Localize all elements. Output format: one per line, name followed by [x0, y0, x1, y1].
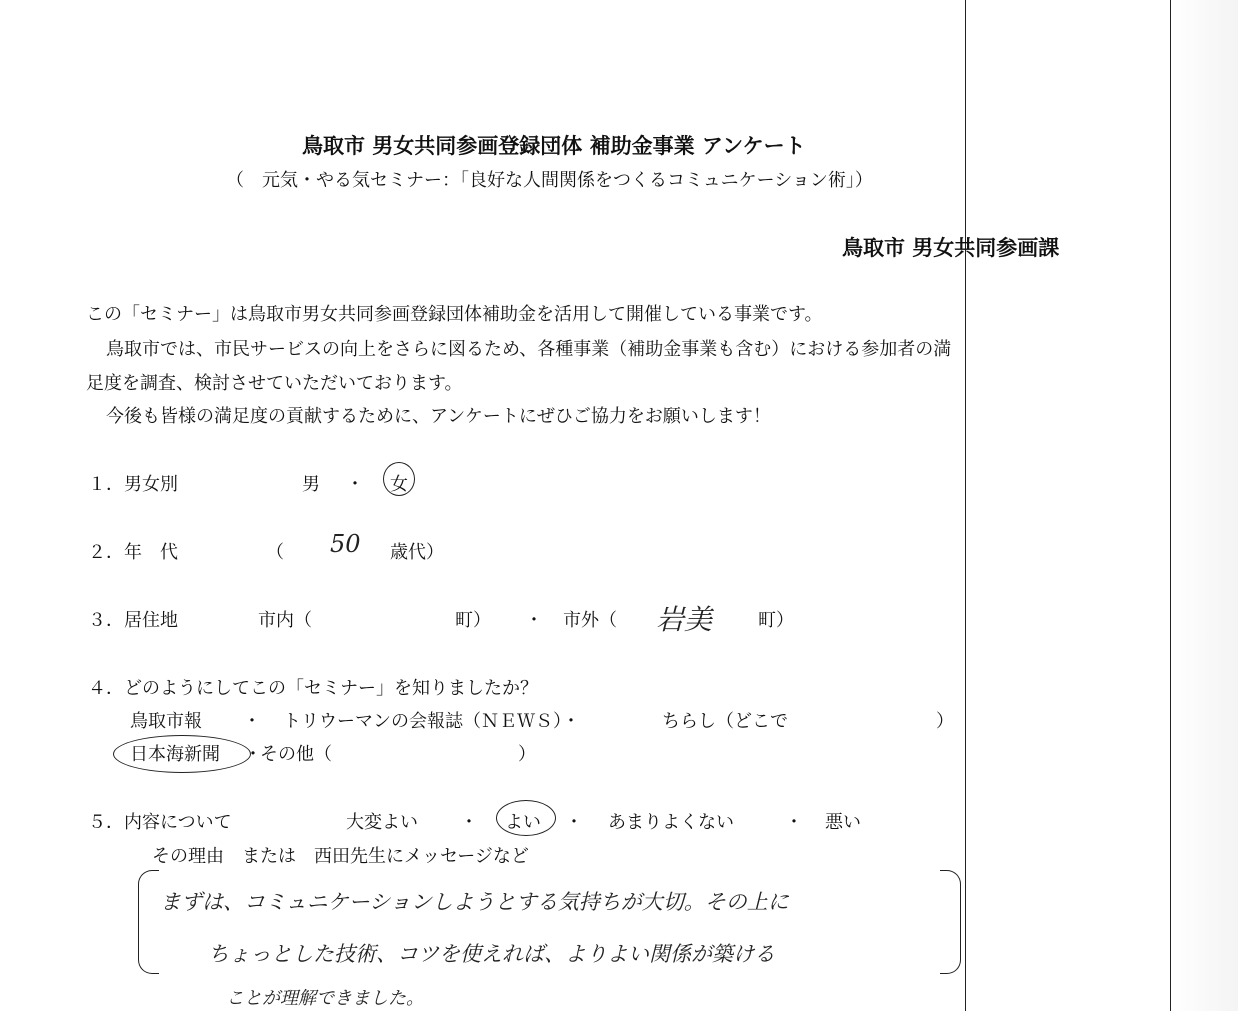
q1-separator: ・ [346, 474, 364, 495]
q4-separator-2: ・ [244, 744, 262, 765]
q1-selection-circle [383, 462, 415, 496]
q4-option-flyer[interactable]: ちらし（どこで [662, 711, 788, 732]
q3-town-in: 町） [455, 610, 491, 631]
intro-line-3: 足度を調査、検討させていただいております。 [86, 373, 463, 394]
intro-line-1: この「セミナー」は鳥取市男女共同参画登録団体補助金を活用して開催している事業です。 [86, 304, 823, 325]
q5-label: ５．内容について [88, 812, 232, 833]
q5-selection-circle [496, 800, 556, 836]
q3-handwritten-town[interactable]: 岩美 [656, 603, 713, 636]
scan-line-left [965, 0, 966, 1011]
q1-option-male[interactable]: 男 [302, 474, 320, 495]
q5-separator-2: ・ [565, 812, 583, 833]
q3-city-out: 市外（ [563, 610, 617, 631]
q5-reason-label: その理由 または 西田先生にメッセージなど [152, 846, 529, 867]
q4-separator-1: ・ [243, 711, 261, 732]
scan-margin [1171, 0, 1238, 1011]
q5-separator-1: ・ [460, 812, 478, 833]
q4-other-close: ） [518, 744, 536, 765]
q1-label: １．男女別 [88, 474, 178, 495]
q4-label: ４．どのようにしてこの「セミナー」を知りましたか？ [88, 678, 538, 699]
q1-option-female[interactable]: 女 [390, 474, 408, 495]
q4-option-newsletter[interactable]: トリウーマンの会報誌（ＮＥＷＳ）・ [283, 711, 580, 732]
survey-subtitle: （ 元気・やる気セミナー：「良好な人間関係をつくるコミュニケーション術」） [226, 170, 873, 191]
q5-option-not-good[interactable]: あまりよくない [608, 812, 734, 833]
q2-unit: 歳代） [390, 542, 444, 563]
q5-handwritten-answer-3[interactable]: ことが理解できました。 [226, 988, 424, 1009]
q3-label: ３．居住地 [88, 610, 178, 631]
q4-option-other[interactable]: その他（ [260, 744, 332, 765]
department-name: 鳥取市 男女共同参画課 [842, 236, 1060, 260]
q5-separator-3: ・ [785, 812, 803, 833]
q4-option-city-bulletin[interactable]: 鳥取市報 [130, 711, 202, 732]
q5-handwritten-answer-2[interactable]: ちょっとした技術、コツを使えれば、よりよい関係が築ける [208, 942, 775, 966]
survey-title: 鳥取市 男女共同参画登録団体 補助金事業 アンケート [302, 134, 806, 158]
q5-handwritten-answer-1[interactable]: まずは、コミュニケーションしようとする気持ちが大切。その上に [160, 890, 789, 914]
q5-option-very-good[interactable]: 大変よい [346, 812, 418, 833]
q2-open-paren: （ [266, 542, 284, 563]
q3-separator: ・ [525, 610, 543, 631]
intro-line-2: 鳥取市では、市民サービスの向上をさらに図るため、各種事業（補助金事業も含む）における参加者の満 [106, 339, 952, 360]
q4-flyer-close: ） [936, 711, 954, 732]
q5-option-good[interactable]: よい [505, 812, 541, 833]
answer-bracket-right [940, 870, 961, 974]
intro-line-4: 今後も皆様の満足度の貢献するために、アンケートにぜひご協力をお願いします！ [106, 406, 771, 427]
q2-label: ２．年 代 [88, 542, 178, 563]
q5-option-bad[interactable]: 悪い [825, 812, 861, 833]
q3-town-out: 町） [758, 610, 794, 631]
q4-option-nihonkai-shimbun[interactable]: 日本海新聞 [130, 744, 220, 765]
answer-bracket-left [138, 870, 159, 974]
q2-handwritten-age[interactable]: 50 [330, 530, 361, 558]
q3-city-in: 市内（ [258, 610, 312, 631]
q4-selection-circle [113, 735, 251, 773]
